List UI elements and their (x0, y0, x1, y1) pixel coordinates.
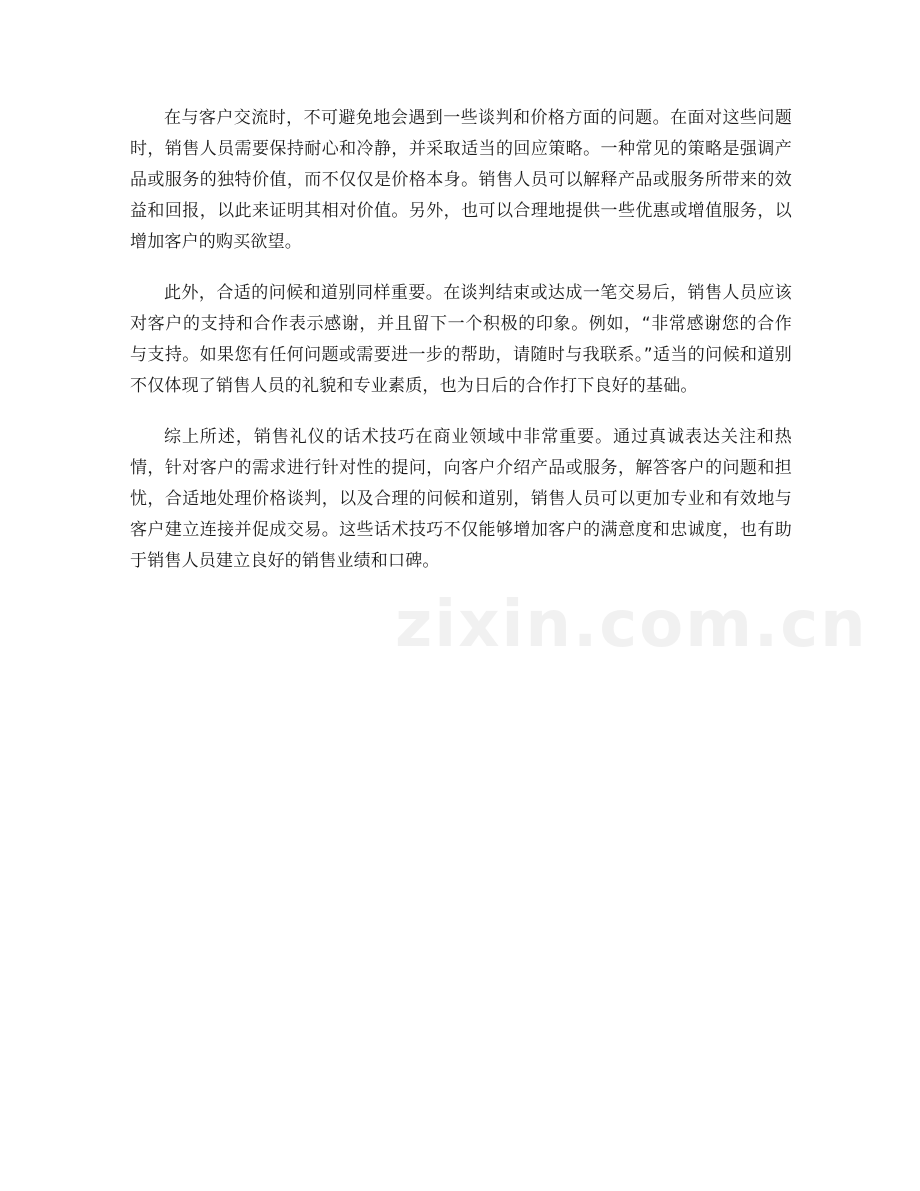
paragraph-greeting-farewell: 此外，合适的问候和道别同样重要。在谈判结束或达成一笔交易后，销售人员应该对客户的支持和合作表示感谢，并且留下一个积极的印象。例如，“非常感谢您的合作与支持。如果您有任何问题或需要进一步的帮助，请随时与我联系。”适当的问候和道别不仅体现了销售人员的礼貌和专业素质，也为日后的合作打下良好的基础。 (130, 283, 792, 396)
paragraph-negotiation: 在与客户交流时，不可避免地会遇到一些谈判和价格方面的问题。在面对这些问题时，销售人员需要保持耐心和冷静，并采取适当的回应策略。一种常见的策略是强调产品或服务的独特价值，而不仅仅是价格本身。销售人员可以解释产品或服务所带来的效益和回报，以此来证明其相对价值。另外，也可以合理地提供一些优惠或增值服务，以增加客户的购买欲望。 (130, 108, 792, 252)
paragraph-conclusion: 综上所述，销售礼仪的话术技巧在商业领域中非常重要。通过真诚表达关注和热情，针对客户的需求进行针对性的提问，向客户介绍产品或服务，解答客户的问题和担忧，合适地处理价格谈判，以及合理的问候和道别，销售人员可以更加专业和有效地与客户建立连接并促成交易。这些话术技巧不仅能够增加客户的满意度和忠诚度，也有助于销售人员建立良好的销售业绩和口碑。 (130, 427, 792, 571)
watermark: zixin.com.cn (395, 588, 868, 662)
document-body (130, 103, 792, 597)
